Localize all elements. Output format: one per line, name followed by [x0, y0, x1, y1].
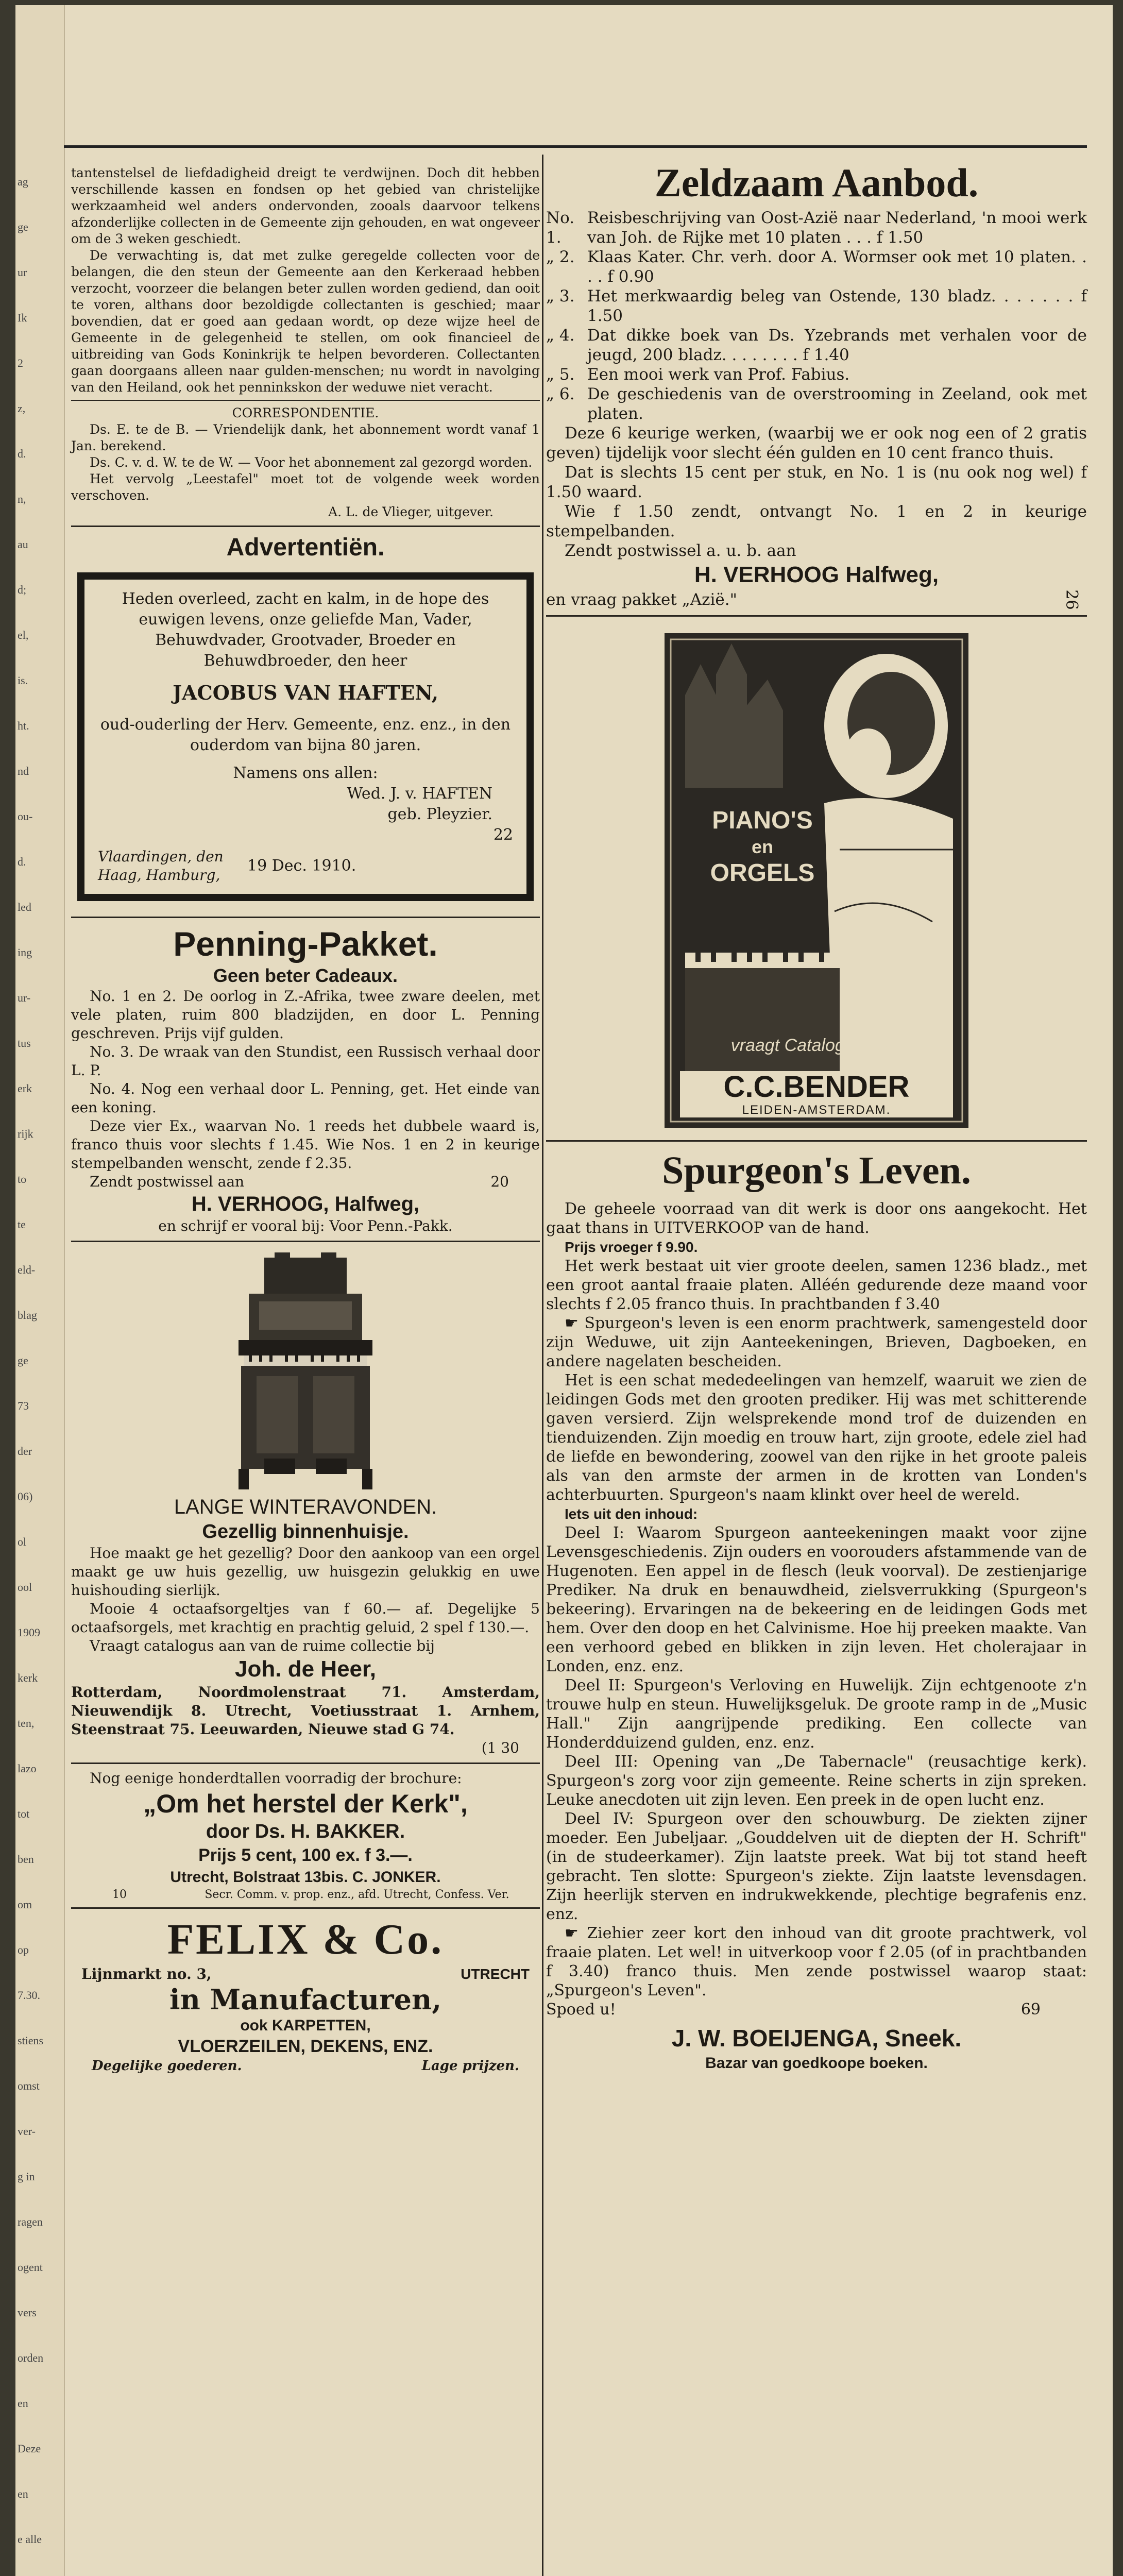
margin-fragment: en — [18, 2487, 28, 2500]
rare-offer-text: Dat is slechts 15 cent per stuk, en No. 1 is (nu ook nog wel) f 1.50 waard. — [546, 463, 1087, 501]
margin-fragment: is. — [18, 674, 28, 687]
rare-offer-item — [546, 326, 1087, 365]
rare-offer-title: Zeldzaam Aanbod. — [654, 160, 979, 205]
places: Vlaardingen, den Haag, Hamburg, — [98, 848, 224, 884]
brochure-title: „Om het herstel der Kerk", — [143, 1789, 468, 1818]
piano-organ-ad — [665, 633, 968, 1128]
margin-fragment: to — [18, 1173, 27, 1185]
rare-offer-item — [546, 286, 1087, 326]
margin-fragment: rijk — [18, 1127, 33, 1140]
divider — [546, 615, 1087, 617]
margin-fragment: tus — [18, 1037, 31, 1049]
margin-fragment: om — [18, 1898, 32, 1911]
felix-footer: Degelijke goederen. — [92, 2058, 242, 2074]
death-date: 19 Dec. 1910. — [247, 857, 356, 875]
felix-city: UTRECHT — [461, 1966, 530, 1982]
penning-seller: H. VERHOOG, Halfweg, — [191, 1193, 420, 1215]
left-column — [71, 165, 540, 2576]
penning-send: Zendt postwissel aan — [90, 1173, 245, 1190]
margin-fragment: g in — [18, 2170, 35, 2183]
margin-fragment: d. — [18, 855, 26, 868]
felix-title: FELIX & Co. — [167, 1916, 444, 1963]
death-notice-text: Heden overleed, zacht en kalm, in de hope des euwigen levens, onze geliefde Man, Vader, Behuwdvader, Grootvader, Broeder en Behuwdbroeder, den heer — [122, 590, 489, 670]
spurgeon-text: De geheele voorraad van dit werk is door ons aangekocht. Het gaat thans in UITVERKOOP van de hand. — [546, 1200, 1087, 1237]
ad-number: 26 — [1062, 589, 1081, 610]
brochure-secretary: Secr. Comm. v. prop. enz., afd. Utrecht, Confess. Ver. — [205, 1888, 509, 1901]
intro-paragraph: tantenstelsel de liefdadigheid dreigt te verdwijnen. Doch dit hebben verschillende kassen en fondsen op het gebied van christelijke werkzaamheid wel anders ondervonden, zooals daarvoor telkens afzonderlijke collecten in de Gemeente zijn gehouden, en wat ongeveer om de 3 weken geschiedt. — [71, 165, 540, 246]
piano-ad-name: C.C.BENDER — [723, 1070, 910, 1104]
rare-offer-send: Zendt postwissel a. u. b. aan — [565, 541, 796, 560]
felix-line: in Manufacturen, — [169, 1983, 442, 2016]
spurgeon-text-span: Spurgeon's leven is een enorm prachtwerk, samengesteld door zijn Weduwe, uit zijn Aanteekeningen, Brieven, Dagboeken, en andere nagelaten bescheiden. — [546, 1314, 1087, 1370]
piano-word: en — [751, 836, 773, 857]
margin-fragment: ol — [18, 1535, 27, 1548]
rare-offer-item-number: „ 6. — [546, 385, 575, 403]
spurgeon-part: Deel I: Waarom Spurgeon aanteekeningen maakt voor zijne Levensgeschiedenis. Zijn ouders en voorouders afstammende van de Hugenoten. Een appel in de flesch (leuk voorval). De zestienjarige Prediker. Na druk en benauwdheid, zielsverrukking (Spurgeon's bekeering). Ervaringen na de bekeering en de leidingen Gods met hem. Over den doop en het Calvinisme. Hoe hij preeken maakte. Van een verhoord gebed en blikken in zijn leven. Het cholerajaar in Londen, enz. enz. — [546, 1524, 1087, 1675]
death-notice-label: Namens ons allen: — [233, 764, 378, 782]
felix-ad — [71, 1914, 540, 2075]
rare-offer-item-text: Het merkwaardig beleg van Ostende, 130 bladz. . . . . . . f 1.50 — [587, 287, 1087, 325]
organ-catalog: Vraagt catalogus aan van de ruime collectie bij — [90, 1637, 435, 1654]
brochure-ad — [71, 1769, 540, 1902]
spurgeon-part: Deel III: Opening van „De Tabernacle" (reusachtige kerk). Spurgeon's zorg voor zijn gemeente. Reine scherts in zijn spreken. Leuke anecdoten uit zijn leven. Een preek in de open lucht enz. — [546, 1753, 1087, 1809]
rare-offer-item-number: „ 3. — [546, 287, 575, 306]
rare-offer-item-text: De geschiedenis van de overstrooming in Zeeland, ook met platen. — [587, 385, 1087, 423]
margin-fragment: 2 — [18, 357, 23, 369]
intro-paragraph: De verwachting is, dat met zulke geregelde collecten voor de belangen, die den steun der Gemeente aan den Kerkeraad hebben verzocht, voorzeer die belangen beter zullen worden gediend, dan ooit te voren, althans door bezoldigde collectanten is geschied; maar bovendien, dat er goed aan gedaan wordt, op deze wijze heel de Gemeente in de gelegenheid te stellen, om ook financieel de uitbreiding van Gods Koninkrijk te helpen bevorderen. Collectanten gaan doorgaans alleen naar gulden-menschen; nu wordt in navolging van den Heiland, ook het penninkskon der weduwe niet veracht. — [71, 248, 540, 395]
correspondence-item: Het vervolg „Leestafel" moet tot de volgende week worden verschoven. — [71, 471, 540, 503]
margin-fragment: 1909 — [18, 1626, 40, 1639]
harmonium-illustration — [228, 1252, 383, 1489]
divider — [546, 1140, 1087, 1142]
spurgeon-ad — [546, 1147, 1087, 2074]
piano-word: ORGELS — [710, 859, 815, 887]
margin-fragment: n, — [18, 493, 26, 505]
organ-subtitle: Gezellig binnenhuisje. — [202, 1521, 409, 1543]
pointing-hand-icon: ☛ — [565, 1314, 585, 1332]
ad-number: 69 — [1020, 2001, 1041, 2019]
margin-fragment: ver- — [18, 2125, 36, 2138]
margin-fragment: au — [18, 538, 28, 551]
spurgeon-part: Deel II: Spurgeon's Verloving en Huwelijk. Zijn echtgenoote z'n trouwe hulp en steun. Huwelijksgeluk. De groote ramp in de „Music Hall." Zijn aangrijpende prediking. Een collecte van Honderdduizend gulden, enz. enz. — [546, 1676, 1087, 1752]
ad-number: (1 30 — [481, 1739, 519, 1756]
piano-word: PIANO'S — [712, 807, 813, 834]
margin-fragment: ten, — [18, 1717, 35, 1730]
rare-offer-list — [546, 208, 1087, 423]
right-column — [546, 160, 1087, 2576]
spurgeon-bazar: Bazar van goedkoope boeken. — [705, 2055, 928, 2072]
margin-fragment: eld- — [18, 1263, 36, 1276]
margin-fragment: en — [18, 2397, 28, 2410]
margin-fragment: ben — [18, 1853, 34, 1866]
rare-offer-seller: H. VERHOOG Halfweg, — [694, 562, 939, 587]
margin-fragment: Ik — [18, 311, 27, 324]
margin-fragment: te — [18, 1218, 26, 1231]
rare-offer-item-number: No. 1. — [546, 209, 575, 247]
widow-born: geb. Pleyzier. — [387, 805, 492, 823]
margin-fragment: stiens — [18, 2034, 44, 2047]
penning-pakket-ad — [71, 923, 540, 1235]
margin-fragment: kerk — [18, 1671, 38, 1684]
rare-offer-text: Deze 6 keurige werken, (waarbij we er ook nog een of 2 gratis geven) tijdelijk voor slecht één gulden en 10 cent franco thuis. — [546, 424, 1087, 462]
margin-fragment: Deze — [18, 2442, 41, 2455]
margin-fragment: nd — [18, 765, 29, 777]
margin-fragment: tot — [18, 1807, 30, 1820]
rare-offer-item — [546, 247, 1087, 286]
margin-fragment: orden — [18, 2351, 44, 2364]
spurgeon-spoed: Spoed u! — [546, 2001, 616, 2019]
felix-line: VLOERZEILEN, DEKENS, ENZ. — [178, 2037, 433, 2056]
margin-fragment: z, — [18, 402, 26, 415]
penning-item: No. 4. Nog een verhaal door L. Penning, get. Het einde van een koning. — [71, 1080, 540, 1116]
margin-fragment: ge — [18, 221, 28, 233]
spurgeon-text: Het werk bestaat uit vier groote deelen, samen 1236 bladz., met een groot aantal fraaie platen. Alléén gedurende deze maand voor slechts f 2.05 franco thuis. In prachtbanden f 3.40 — [546, 1257, 1087, 1313]
piano-ad-city: LEIDEN-AMSTERDAM. — [742, 1103, 891, 1117]
correspondence-item: Ds. E. te de B. — Vriendelijk dank, het abonnement wordt vanaf 1 Jan. berekend. — [71, 422, 540, 453]
spurgeon-part: Deel IV: Spurgeon over den schouwburg. De ziekten zijner moeder. Een Jubeljaar. „Gouddelven uit de diepten der H. Schrift" (in de studeerkamer). Zijn laatste preek. Wat bij tot stand heeft gebracht. Ten slotte: Spurgeon's ziekte. Zijn laatste levensdagen. Zijn heerlijk sterven en indrukwekkende, plechtige begrafenis enz. enz. — [546, 1810, 1087, 1923]
piano-ad-words — [695, 806, 829, 888]
rare-offer-item — [546, 384, 1087, 423]
rare-offer-item-text: Klaas Kater. Chr. verh. door A. Wormser ook met 10 platen. . . . f 0.90 — [587, 248, 1087, 286]
divider — [71, 1907, 540, 1909]
rare-offer-item-number: „ 4. — [546, 326, 575, 345]
margin-fragment: ur- — [18, 991, 31, 1004]
margin-fragment: el, — [18, 629, 29, 641]
spurgeon-old-price: Prijs vroeger f 9.90. — [565, 1239, 698, 1255]
margin-fragment: op — [18, 1943, 29, 1956]
rare-offer-ask: en vraag pakket „Azië." — [546, 590, 737, 609]
margin-fragment: ragen — [18, 2215, 43, 2228]
margin-fragment: ogent — [18, 2261, 43, 2274]
death-notice — [77, 572, 534, 901]
column-divider — [542, 155, 543, 2576]
divider — [71, 917, 540, 918]
correspondence-title: CORRESPONDENTIE. — [232, 405, 379, 420]
margin-fragment: 06) — [18, 1490, 33, 1503]
margin-fragment: erk — [18, 1082, 32, 1095]
margin-fragment: 73 — [18, 1399, 29, 1412]
rare-offer-item — [546, 365, 1087, 384]
organ-text: Hoe maakt ge het gezellig? Door den aankoop van een orgel maakt ge uw huis gezellig, uw huisgezin gelukkig en uwe huishouding sierlijk. — [71, 1545, 540, 1599]
margin-fragment: e alle — [18, 2533, 42, 2546]
spurgeon-text: Het is een schat mededeelingen van hemzelf, waaruit we zien de leidingen Gods met den grooten prediker. Hij was met schitterende gaven versierd. Zijn welsprekende mond trof de duizenden en tienduizenden. Zijn moedig en trouw hart, zijn groote, edele ziel had de liefde en bewondering, zoowel van den rijke in het groote paleis als van den armste der armen in de krotten van Londen's achterbuurten. Spurgeon's naam klinkt over heel de wereld. — [546, 1371, 1087, 1504]
rare-offer-item-number: „ 2. — [546, 248, 575, 266]
brochure-author: door Ds. H. BAKKER. — [206, 1821, 405, 1842]
spurgeon-seller: J. W. BOEIJENGA, Sneek. — [671, 2025, 962, 2052]
organ-prices: Mooie 4 octaafsorgeltjes van f 60.— af. Degelijke 5 octaafsorgels, met krachtig en prachtig geluid, 2 spel f 130.—. — [71, 1600, 540, 1636]
organ-title: LANGE WINTERAVONDEN. — [174, 1496, 437, 1518]
brochure-address: Utrecht, Bolstraat 13bis. C. JONKER. — [170, 1869, 441, 1886]
spurgeon-text-span: Ziehier zeer kort den inhoud van dit groote prachtwerk, vol fraaie platen. Let wel! in uitverkoop voor f 2.05 (of in prachtbanden f 3.40) franco thuis. Men zende postwissel waarop staat: „Spurgeon's Leven". — [546, 1924, 1087, 1999]
advertisements-heading: Advertentiën. — [226, 534, 385, 561]
deceased-name: JACOBUS VAN HAFTEN, — [173, 681, 438, 704]
felix-address: Lijnmarkt no. 3, — [81, 1965, 212, 1982]
divider — [71, 400, 540, 401]
divider — [71, 1241, 540, 1242]
margin-fragment: der — [18, 1445, 32, 1458]
margin-fragment: lazo — [18, 1762, 37, 1775]
penning-title: Penning-Pakket. — [173, 925, 438, 963]
felix-line: ook KARPETTEN, — [240, 2017, 371, 2034]
felix-footer: Lage prijzen. — [421, 2058, 519, 2074]
brochure-intro: Nog eenige honderdtallen voorradig der brochure: — [90, 1770, 462, 1787]
brochure-price: Prijs 5 cent, 100 ex. f 3.—. — [198, 1845, 413, 1865]
margin-fragment: 7.30. — [18, 1989, 40, 2002]
ad-number: 22 — [493, 826, 513, 844]
penning-ask: en schrijf er vooral bij: Voor Penn.-Pakk. — [158, 1217, 453, 1234]
adjacent-column-fragment — [15, 5, 65, 2576]
margin-fragment: ou- — [18, 810, 33, 823]
penning-item: No. 1 en 2. De oorlog in Z.-Afrika, twee zware deelen, met vele platen, ruim 800 bladzijden, en door L. Penning geschreven. Prijs vijf gulden. — [71, 988, 540, 1042]
death-notice-text: oud-ouderling der Herv. Gemeente, enz. enz., in den ouderdom van bijna 80 jaren. — [100, 716, 511, 754]
margin-fragment: ing — [18, 946, 32, 959]
rare-offer-item-text: Dat dikke boek van Ds. Yzebrands met verhalen voor de jeugd, 200 bladz. . . . . . . . f 1.40 — [587, 326, 1087, 364]
organ-addresses: Rotterdam, Noordmolenstraat 71. Amsterdam, Nieuwendijk 8. Utrecht, Voetiusstraat 1. Arnhem, Steenstraat 75. Leeuwarden, Nieuwe stad G 74. — [71, 1684, 540, 1738]
publisher-signature: A. L. de Vlieger, uitgever. — [328, 504, 494, 519]
margin-fragment: ht. — [18, 719, 29, 732]
margin-fragment: vers — [18, 2306, 37, 2319]
ad-number: 10 — [112, 1888, 127, 1901]
divider — [71, 1762, 540, 1764]
spurgeon-text — [546, 1924, 1087, 2000]
divider — [71, 526, 540, 527]
margin-fragment: d. — [18, 447, 26, 460]
newspaper-page — [15, 5, 1113, 2576]
spurgeon-text — [546, 1314, 1087, 1371]
margin-fragment: ool — [18, 1581, 32, 1594]
rare-offer-item-number: „ 5. — [546, 365, 575, 384]
margin-fragment: ge — [18, 1354, 28, 1367]
spurgeon-title: Spurgeon's Leven. — [662, 1149, 971, 1192]
penning-offer: Deze vier Ex., waarvan No. 1 reeds het dubbele waard is, franco thuis voor slechts f 1.45. Wie Nos. 1 en 2 in keurige stempelbanden wenscht, zende f 2.35. — [71, 1117, 540, 1172]
margin-fragment: ag — [18, 175, 28, 188]
widow-name: Wed. J. v. HAFTEN — [347, 785, 492, 803]
margin-fragment: omst — [18, 2079, 40, 2092]
margin-fragment: blag — [18, 1309, 37, 1321]
organ-ad — [71, 1252, 540, 1757]
margin-fragment: ur — [18, 266, 27, 279]
margin-fragment: led — [18, 901, 31, 913]
rare-offer-text: Wie f 1.50 zendt, ontvangt No. 1 en 2 in keurige stempelbanden. — [546, 502, 1087, 540]
penning-item: No. 3. De wraak van den Stundist, een Russisch verhaal door L. P. — [71, 1043, 540, 1079]
top-rule — [64, 145, 1087, 148]
rare-offer-item — [546, 208, 1087, 247]
piano-ad-vraagt: vraagt Catalogus aan: — [730, 1036, 903, 1055]
margin-fragment: d; — [18, 583, 27, 596]
penning-subtitle: Geen beter Cadeaux. — [213, 965, 398, 986]
organ-firm: Joh. de Heer, — [235, 1656, 376, 1682]
correspondence-item: Ds. C. v. d. W. te de W. — Voor het abonnement zal gezorgd worden. — [90, 455, 533, 470]
rare-offer-ad — [546, 160, 1087, 610]
ad-number: 20 — [490, 1173, 509, 1190]
rare-offer-item-text: Een mooi werk van Prof. Fabius. — [587, 365, 850, 384]
pointing-hand-icon: ☛ — [565, 1924, 587, 1942]
rare-offer-item-text: Reisbeschrijving van Oost-Azië naar Nederland, 'n mooi werk van Joh. de Rijke met 10 platen . . . f 1.50 — [587, 209, 1087, 247]
spurgeon-contents-label: Iets uit den inhoud: — [565, 1506, 698, 1522]
